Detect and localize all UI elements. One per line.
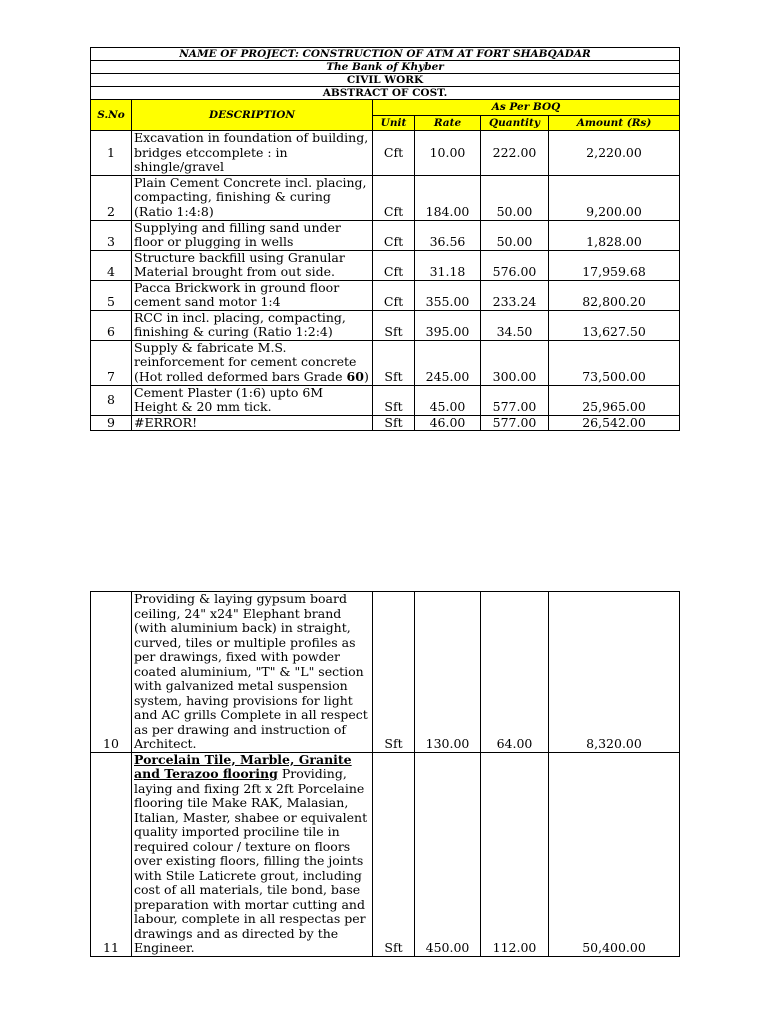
section-title: CIVIL WORK xyxy=(91,74,680,87)
col-description: DESCRIPTION xyxy=(132,100,373,131)
table-row xyxy=(91,415,680,431)
row-sno: 7 xyxy=(91,340,132,385)
row-amount: 26,542.00 xyxy=(549,415,680,431)
row-quantity: 112.00 xyxy=(481,752,549,956)
row-unit: Sft xyxy=(373,340,415,385)
project-name: NAME OF PROJECT: CONSTRUCTION OF ATM AT FORT SHABQADAR xyxy=(91,48,680,61)
table-row xyxy=(91,592,680,753)
abstract-title: ABSTRACT OF COST. xyxy=(91,87,680,100)
row-description: RCC in incl. placing, compacting, finishing & curing (Ratio 1:2:4) xyxy=(132,310,373,340)
row-amount: 17,959.68 xyxy=(549,250,680,280)
row-quantity: 233.24 xyxy=(481,280,549,310)
row-description-bold: 60 xyxy=(346,368,364,384)
row-quantity: 64.00 xyxy=(481,592,549,753)
bank-name: The Bank of Khyber xyxy=(91,61,680,74)
row-amount: 2,220.00 xyxy=(549,131,680,176)
table-row xyxy=(91,220,680,250)
col-rate: Rate xyxy=(415,115,481,131)
row-rate: 355.00 xyxy=(415,280,481,310)
row-amount: 25,965.00 xyxy=(549,385,680,415)
row-description: Excavation in foundation of building, bridges etccomplete : in shingle/gravel xyxy=(132,131,373,176)
row-rate: 36.56 xyxy=(415,220,481,250)
row-amount: 13,627.50 xyxy=(549,310,680,340)
row-unit: Sft xyxy=(373,385,415,415)
row-rate: 395.00 xyxy=(415,310,481,340)
col-as-per-boq: As Per BOQ xyxy=(373,100,680,116)
table-row xyxy=(91,175,680,220)
row-description: Providing & laying gypsum board ceiling, 24" x24" Elephant brand (with aluminium back) in straight, curved, tiles or multiple profiles as per drawings, fixed with powder coated aluminium, "T" & "L" section with galvanized metal suspension system, having provisions for light and AC grills Complete in all respect as per drawing and instruction of Architect. xyxy=(132,592,373,753)
row-unit: Cft xyxy=(373,220,415,250)
row-unit: Cft xyxy=(373,250,415,280)
row-quantity: 34.50 xyxy=(481,310,549,340)
row-description: Cement Plaster (1:6) upto 6M Height & 20 mm tick. xyxy=(132,385,373,415)
row-description xyxy=(132,340,373,385)
row-unit: Cft xyxy=(373,280,415,310)
col-unit: Unit xyxy=(373,115,415,131)
row-rate: 31.18 xyxy=(415,250,481,280)
row-sno: 10 xyxy=(91,592,132,753)
row-unit: Sft xyxy=(373,592,415,753)
row-amount: 50,400.00 xyxy=(549,752,680,956)
row-rate: 184.00 xyxy=(415,175,481,220)
row-rate: 130.00 xyxy=(415,592,481,753)
row-quantity: 50.00 xyxy=(481,220,549,250)
row-quantity: 576.00 xyxy=(481,250,549,280)
row-amount: 8,320.00 xyxy=(549,592,680,753)
row-description-tail: ) xyxy=(363,368,369,384)
row-sno: 11 xyxy=(91,752,132,956)
row-description: Supplying and filling sand under floor or plugging in wells xyxy=(132,220,373,250)
abstract-of-cost-table xyxy=(90,47,680,431)
table-row xyxy=(91,310,680,340)
row-description: Structure backfill using Granular Material brought from out side. xyxy=(132,250,373,280)
row-description: Plain Cement Concrete incl. placing, compacting, finishing & curing (Ratio 1:4:8) xyxy=(132,175,373,220)
row-description-text: Providing, laying and fixing 2ft x 2ft Porcelaine flooring tile Make RAK, Malasian, Italian, Master, shabee or equivalent quality imported prociline tile in required colour / texture on floors over existing floors, filling the joints with Stile Laticrete grout, including cost of all materials, tile bond, base preparation with mortar cutting and labour, complete in all respectas per drawings and as directed by the Engineer. xyxy=(134,766,368,955)
row-rate: 10.00 xyxy=(415,131,481,176)
row-amount: 73,500.00 xyxy=(549,340,680,385)
row-description-heading: Porcelain Tile, Marble, Granite and Terazoo flooring xyxy=(134,752,352,781)
row-unit: Sft xyxy=(373,310,415,340)
row-sno: 2 xyxy=(91,175,132,220)
row-quantity: 50.00 xyxy=(481,175,549,220)
row-quantity: 577.00 xyxy=(481,415,549,431)
row-rate: 45.00 xyxy=(415,385,481,415)
row-rate: 245.00 xyxy=(415,340,481,385)
row-quantity: 577.00 xyxy=(481,385,549,415)
row-description: #ERROR! xyxy=(132,415,373,431)
row-unit: Sft xyxy=(373,752,415,956)
row-sno: 4 xyxy=(91,250,132,280)
row-sno: 1 xyxy=(91,131,132,176)
table-row xyxy=(91,752,680,956)
row-rate: 450.00 xyxy=(415,752,481,956)
table-row xyxy=(91,385,680,415)
row-description: Pacca Brickwork in ground floor cement sand motor 1:4 xyxy=(132,280,373,310)
row-quantity: 300.00 xyxy=(481,340,549,385)
row-unit: Sft xyxy=(373,415,415,431)
row-description-text: Supply & fabricate M.S. reinforcement for cement concrete (Hot rolled deformed bars Grade xyxy=(134,340,357,384)
table-row xyxy=(91,340,680,385)
row-rate: 46.00 xyxy=(415,415,481,431)
table-row xyxy=(91,131,680,176)
row-sno: 3 xyxy=(91,220,132,250)
row-sno: 6 xyxy=(91,310,132,340)
col-amount: Amount (Rs) xyxy=(549,115,680,131)
row-sno: 9 xyxy=(91,415,132,431)
table-row xyxy=(91,250,680,280)
row-amount: 9,200.00 xyxy=(549,175,680,220)
row-sno: 5 xyxy=(91,280,132,310)
abstract-of-cost-table-continued xyxy=(90,591,680,957)
row-amount: 1,828.00 xyxy=(549,220,680,250)
row-quantity: 222.00 xyxy=(481,131,549,176)
table-row xyxy=(91,280,680,310)
row-amount: 82,800.20 xyxy=(549,280,680,310)
col-sno: S.No xyxy=(91,100,132,131)
row-unit: Cft xyxy=(373,131,415,176)
row-sno: 8 xyxy=(91,385,132,415)
row-description xyxy=(132,752,373,956)
col-quantity: Quantity xyxy=(481,115,549,131)
row-unit: Cft xyxy=(373,175,415,220)
